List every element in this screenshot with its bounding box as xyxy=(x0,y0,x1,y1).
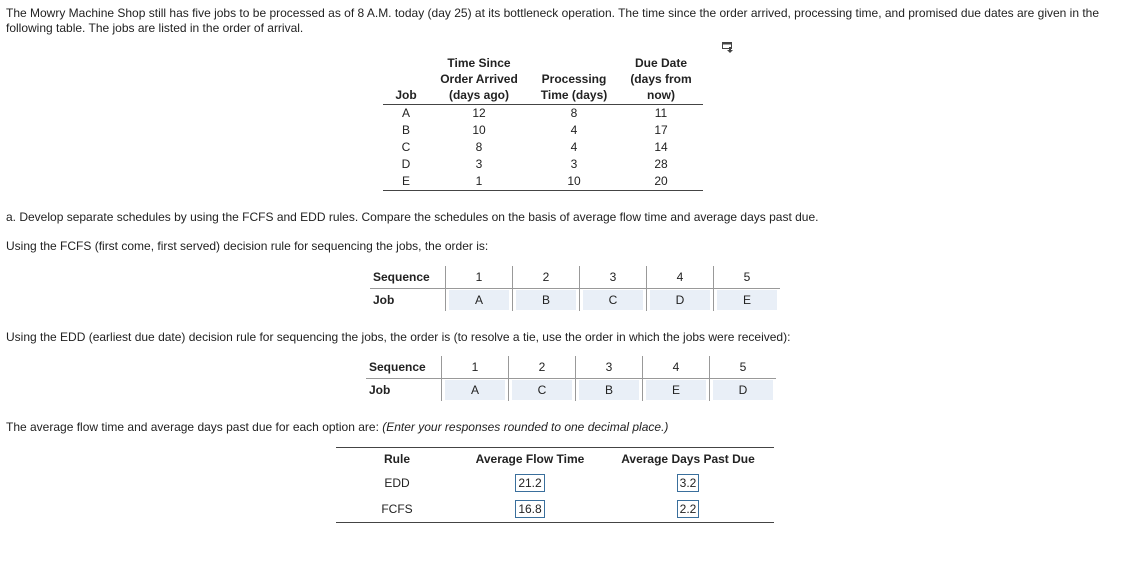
arrived-cell: 10 xyxy=(472,123,486,137)
arrived-cell: 12 xyxy=(472,106,486,120)
header-average-flow-time: Average Flow Time xyxy=(458,448,602,471)
sequence-position: 5 xyxy=(710,356,777,379)
table-row xyxy=(383,122,703,139)
averages-instruction: The average flow time and average days past due for each option are: (Enter your responses rounded to one decimal place.) xyxy=(6,420,669,434)
fcfs-job-answer[interactable] xyxy=(647,289,714,312)
table-row xyxy=(383,139,703,156)
sequence-position: 1 xyxy=(442,356,509,379)
edd-sequence-grid xyxy=(366,356,776,401)
days-past-due-cell xyxy=(602,470,774,496)
header-average-days-past-due: Average Days Past Due xyxy=(602,448,774,471)
processing-cell: 8 xyxy=(570,106,578,120)
table-row xyxy=(336,496,774,523)
processing-cell: 4 xyxy=(570,140,578,154)
sequence-label: Sequence xyxy=(366,356,442,379)
due-cell: 11 xyxy=(654,106,668,120)
job-value[interactable]: D xyxy=(713,380,773,400)
edd-job-answer[interactable] xyxy=(643,379,710,402)
edd-job-answer[interactable] xyxy=(509,379,576,402)
job-value[interactable]: B xyxy=(516,290,576,310)
edd-instruction: Using the EDD (earliest due date) decision rule for sequencing the jobs, the order is (to resolve a tie, use the order in which the jobs were received): xyxy=(6,330,791,344)
header-rule: Rule xyxy=(336,448,458,471)
job-label: Job xyxy=(369,383,391,397)
edd-job-answer[interactable] xyxy=(442,379,509,402)
flow-time-cell xyxy=(458,470,602,496)
header-processing-time: Processing Time (days) xyxy=(529,55,619,105)
table-row xyxy=(383,105,703,123)
fcfs-sequence-grid xyxy=(370,266,780,311)
rule-cell: FCFS xyxy=(336,496,458,523)
job-label: Job xyxy=(373,293,395,307)
arrived-cell: 1 xyxy=(429,173,529,191)
due-cell: 28 xyxy=(654,157,668,171)
sequence-position: 4 xyxy=(643,356,710,379)
arrived-cell: 3 xyxy=(475,157,483,171)
averages-results-table xyxy=(336,447,774,523)
sequence-label: Sequence xyxy=(370,266,446,289)
table-row xyxy=(336,470,774,496)
job-cell: A xyxy=(401,106,410,120)
sequence-position: 3 xyxy=(576,356,643,379)
job-value[interactable]: E xyxy=(717,290,777,310)
due-cell: 20 xyxy=(619,173,703,191)
edd-job-answer[interactable] xyxy=(576,379,643,402)
sequence-position: 5 xyxy=(714,266,781,289)
header-job: Job xyxy=(383,55,429,105)
fcfs-job-answer[interactable] xyxy=(580,289,647,312)
processing-cell: 3 xyxy=(570,157,578,171)
days-past-due-cell xyxy=(602,496,774,523)
flow-time-input[interactable]: 16.8 xyxy=(515,500,544,518)
days-past-due-input[interactable]: 2.2 xyxy=(677,500,700,518)
days-past-due-input[interactable]: 3.2 xyxy=(677,474,700,492)
sequence-position: 1 xyxy=(446,266,513,289)
due-cell: 17 xyxy=(654,123,668,137)
table-row xyxy=(383,156,703,173)
sequence-position: 2 xyxy=(509,356,576,379)
question-a-text: a. Develop separate schedules by using the FCFS and EDD rules. Compare the schedules on the basis of average flow time and average days past due. xyxy=(6,210,819,224)
fcfs-instruction: Using the FCFS (first come, first served) decision rule for sequencing the jobs, the order is: xyxy=(6,239,489,253)
rounding-note: (Enter your responses rounded to one decimal place.) xyxy=(382,420,669,434)
due-cell: 14 xyxy=(654,140,668,154)
copy-table-icon[interactable] xyxy=(722,42,735,53)
sequence-position: 4 xyxy=(647,266,714,289)
header-time-since-arrived: Time Since Order Arrived (days ago) xyxy=(429,55,529,105)
job-cell: E xyxy=(383,173,429,191)
job-value[interactable]: A xyxy=(445,380,505,400)
fcfs-job-answer[interactable] xyxy=(714,289,781,312)
jobs-data-table xyxy=(383,55,703,191)
sequence-position: 2 xyxy=(513,266,580,289)
job-cell: C xyxy=(401,140,411,154)
fcfs-job-answer[interactable] xyxy=(513,289,580,312)
processing-cell: 10 xyxy=(529,173,619,191)
processing-cell: 4 xyxy=(570,123,578,137)
job-value[interactable]: B xyxy=(579,380,639,400)
job-value[interactable]: C xyxy=(583,290,643,310)
job-value[interactable]: D xyxy=(650,290,710,310)
job-value[interactable]: A xyxy=(449,290,509,310)
edd-job-answer[interactable] xyxy=(710,379,777,402)
table-row xyxy=(383,173,703,191)
arrived-cell: 8 xyxy=(475,140,483,154)
sequence-position: 3 xyxy=(580,266,647,289)
job-cell: B xyxy=(401,123,410,137)
job-value[interactable]: E xyxy=(646,380,706,400)
header-due-date: Due Date (days from now) xyxy=(619,55,703,105)
fcfs-job-answer[interactable] xyxy=(446,289,513,312)
job-cell: D xyxy=(401,157,411,171)
flow-time-cell xyxy=(458,496,602,523)
rule-cell: EDD xyxy=(384,476,410,490)
job-value[interactable]: C xyxy=(512,380,572,400)
problem-intro: The Mowry Machine Shop still has five jobs to be processed as of 8 A.M. today (day 25) at its bottleneck operation. The time since the order arrived, processing time, and promised due dates are given in the following table. The jobs are listed in the order of arrival. xyxy=(6,6,1100,35)
flow-time-input[interactable]: 21.2 xyxy=(515,474,544,492)
